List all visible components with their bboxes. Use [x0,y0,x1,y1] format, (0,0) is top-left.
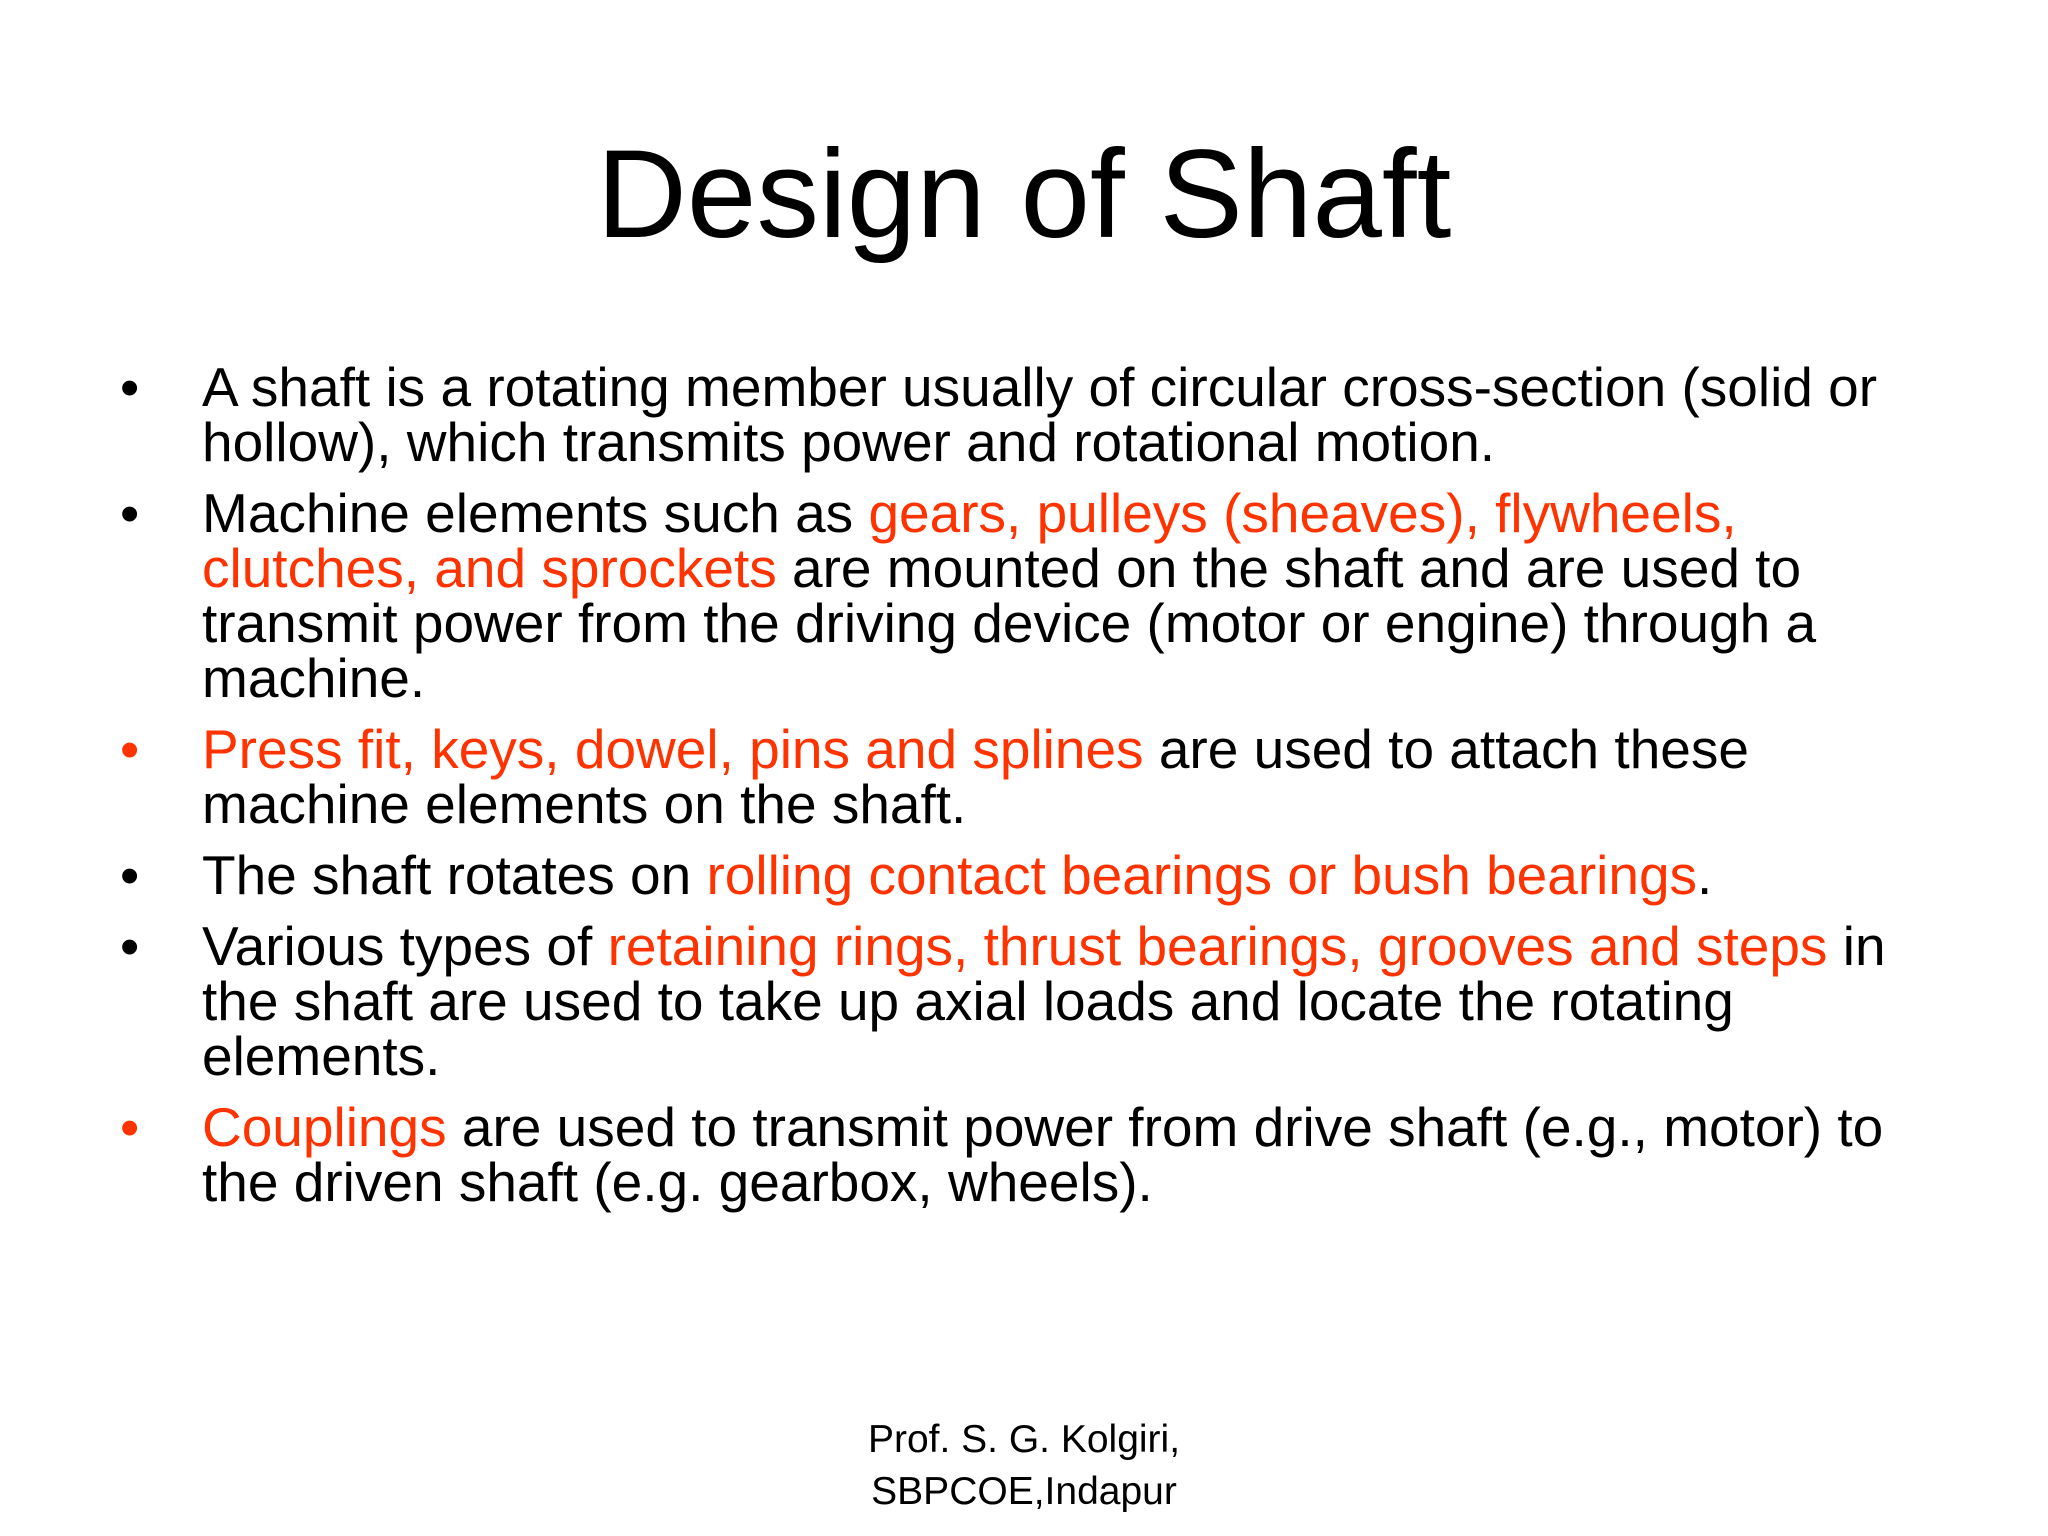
slide-footer [0,1414,2048,1518]
bullet-text: in the shaft are used to take up axial loads and locate the rotating elements. [202,915,1886,1087]
bullet-marker: • [120,915,140,977]
bullet-marker: • [120,844,140,906]
bullet-highlight: Couplings [202,1096,447,1158]
bullet-list [120,356,1910,1226]
bullet-marker: • [120,1096,140,1158]
footer-institution: SBPCOE,Indapur [871,1470,1177,1513]
bullet-marker: • [120,356,140,418]
bullet-text: Various types of [202,915,608,977]
bullet-text: are used to transmit power from drive shaft (e.g., motor) to the driven shaft (e.g. gearbox, wheels). [202,1096,1884,1213]
bullet-marker: • [120,718,140,780]
bullet-text: are mounted on the shaft and are used to transmit power from the driving device (motor or engine) through a machine. [202,537,1817,709]
bullet-text: The shaft rotates on [202,844,707,906]
bullet-text: . [1697,844,1713,906]
bullet-item-machine-elements [120,482,1910,709]
bullet-item-couplings [120,1096,1910,1213]
bullet-item-attachments [120,718,1910,835]
footer-author: Prof. S. G. Kolgiri, [867,1418,1181,1461]
bullet-highlight: Press fit, keys, dowel, pins and splines [202,718,1144,780]
slide-title: Design of Shaft [596,125,1452,264]
bullet-item-bearings [120,844,1910,906]
bullet-item-shaft-definition [120,356,1910,473]
bullet-text: A shaft is a rotating member usually of circular cross-section (solid or hollow), which transmits power and rotational motion. [202,356,1878,473]
bullet-highlight: retaining rings, thrust bearings, grooves and steps [607,915,1828,977]
bullet-item-axial-loads [120,915,1910,1087]
bullet-text: are used to attach these machine elements on the shaft. [202,718,1749,835]
bullet-text: Machine elements such as [202,482,869,544]
bullet-marker: • [120,482,140,544]
bullet-highlight: rolling contact bearings or bush bearings [706,844,1698,906]
bullet-highlight: gears, pulleys (sheaves), flywheels, clutches, and sprockets [202,482,1737,599]
